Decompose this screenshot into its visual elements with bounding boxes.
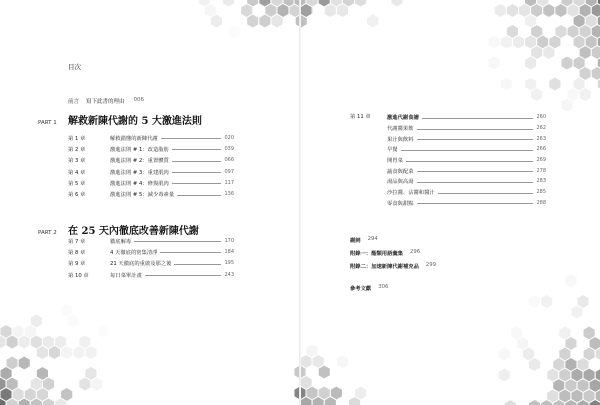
chapter-page: 184 — [224, 248, 234, 255]
chapter-number: 第 9 章 — [68, 261, 86, 268]
references-entry[interactable] — [350, 284, 388, 292]
leader-line — [401, 150, 534, 151]
hexagon-tile — [367, 14, 379, 28]
chapter-page: 243 — [224, 271, 234, 278]
references-page: 306 — [378, 284, 389, 290]
chapter-entry[interactable] — [68, 258, 234, 269]
back-matter-title: 附錄二：加速新陳代謝補充品 — [350, 264, 419, 270]
hexagon-tile — [61, 346, 73, 360]
hexagon-tile — [488, 56, 500, 70]
recipe-section-page: 288 — [536, 199, 546, 206]
chapter-number: 第 8 章 — [68, 249, 86, 256]
hexagon-tile — [529, 400, 541, 405]
hexagon-tile — [498, 347, 510, 361]
chapter-entry[interactable] — [68, 166, 234, 177]
chapter-title: 激進法則 # 5：減少毒素量 — [110, 192, 175, 199]
chapter-title: 解救錯懂的新陳代謝 — [110, 135, 158, 142]
part-1-chapter-list — [68, 132, 234, 200]
chapter-number: 第 4 章 — [68, 169, 86, 176]
chapter-page: 136 — [224, 191, 234, 198]
toc-heading: 目次 — [68, 63, 81, 71]
chapter-11-heading[interactable] — [350, 112, 371, 120]
preface-entry[interactable] — [68, 97, 144, 105]
hexagon-tile — [525, 56, 537, 70]
chapter-11-title: 激進代謝食譜 — [387, 115, 419, 122]
hexagon-tile — [18, 335, 30, 349]
leader-line — [417, 182, 534, 183]
part-1-label: PART 1 — [38, 120, 57, 126]
hexagon-tile — [73, 346, 85, 360]
recipe-section-title: 蔬食與配菜 — [387, 168, 414, 175]
recipe-section-title: 零食與甜點 — [387, 200, 414, 207]
part-2-label: PART 2 — [38, 230, 57, 236]
preface-label: 前言 — [68, 99, 80, 105]
chapter-title: 每日菜單計畫 — [110, 272, 142, 279]
appendix-2-entry[interactable] — [350, 262, 436, 270]
chapter-number: 第 1 章 — [68, 135, 86, 142]
recipe-section-page: 262 — [536, 125, 546, 132]
leader-line — [145, 275, 222, 276]
hexagon-tile — [555, 4, 567, 18]
chapter-number: 第 2 章 — [68, 146, 86, 153]
chapter-entry[interactable] — [68, 155, 234, 166]
chapter-number: 第 3 章 — [68, 158, 86, 165]
hexagon-tile — [561, 56, 573, 70]
recipe-section-title: 湯品與高湯 — [387, 179, 414, 186]
chapter-11-page: 260 — [536, 114, 546, 121]
back-matter-title: 謝詞 — [350, 238, 361, 244]
back-matter-page: 299 — [425, 262, 436, 268]
hexagon-tile — [529, 295, 541, 309]
appendix-1-entry[interactable] — [350, 249, 420, 257]
chapter-title: 激進法則 # 1：改造脂肪 — [110, 146, 169, 153]
leader-line — [406, 161, 534, 162]
hexagon-tile — [498, 368, 510, 382]
recipe-section-list — [387, 112, 546, 208]
hexagon-tile — [222, 0, 234, 7]
hexagon-tile — [543, 4, 555, 18]
hexagon-tile — [210, 14, 222, 28]
chapter-page: 117 — [224, 179, 234, 186]
hexagon-tile — [500, 35, 512, 49]
recipe-section-page: 269 — [536, 157, 546, 164]
hexagon-tile — [300, 4, 312, 18]
chapter-page: 195 — [224, 260, 234, 267]
hexagon-tile — [79, 377, 91, 391]
chapter-page: 170 — [224, 237, 234, 244]
hexagon-tile — [91, 377, 103, 391]
chapter-entry[interactable] — [68, 188, 234, 199]
recipe-section-page: 278 — [536, 167, 546, 174]
hexagon-tile — [561, 98, 573, 112]
recipe-section-entry[interactable] — [387, 176, 546, 187]
hexagon-tile — [512, 35, 524, 49]
chapter-entry[interactable] — [68, 177, 234, 188]
hexagon-tile — [324, 4, 336, 18]
hexagon-tile — [549, 77, 561, 91]
hexagon-tile — [506, 4, 518, 18]
recipe-section-entry[interactable] — [387, 187, 546, 198]
hexagon-tile — [591, 67, 600, 81]
chapter-entry[interactable] — [68, 246, 234, 257]
recipe-section-page: 285 — [536, 189, 546, 196]
hexagon-tile — [247, 14, 259, 28]
leader-line — [177, 195, 221, 196]
leader-line — [417, 139, 534, 140]
recipe-section-entry[interactable] — [387, 133, 546, 144]
chapter-title: 4 天徹底的密集清淨 — [110, 249, 158, 256]
hexagon-tile — [531, 88, 543, 102]
hexagon-tile — [565, 274, 577, 288]
page-gutter — [299, 0, 301, 405]
back-matter-page: 296 — [409, 249, 421, 255]
preface-page: 006 — [133, 97, 145, 103]
leader-line — [417, 171, 534, 172]
chapter-number: 第 6 章 — [68, 192, 86, 199]
recipe-section-title: 代謝醬果飲 — [387, 126, 414, 133]
chapter-page: 039 — [224, 145, 234, 152]
hexagon-tile — [488, 35, 500, 49]
hexagon-tile — [336, 355, 348, 369]
hexagon-tile — [97, 325, 109, 339]
hexagon-tile — [318, 365, 330, 379]
hexagon-tile — [336, 4, 348, 18]
chapter-title: 21 天徹底的重啟及那之後 — [110, 261, 172, 268]
chapter-title: 激進法則 # 2：重置體質 — [110, 158, 169, 165]
chapter-11-label: 第 11 章 — [350, 114, 371, 120]
hexagon-tile — [271, 14, 283, 28]
recipe-section-title: 早餐 — [387, 147, 398, 154]
leader-line — [438, 193, 534, 194]
leader-line — [417, 129, 534, 130]
part-1-heading[interactable] — [38, 112, 202, 127]
recipe-section-entry[interactable] — [387, 144, 546, 155]
chapter-entry[interactable] — [68, 143, 234, 154]
recipe-section-entry[interactable] — [387, 123, 546, 134]
hexagon-tile — [494, 4, 506, 18]
acknowledgements-entry[interactable] — [350, 236, 378, 244]
recipe-section-page: 283 — [536, 178, 546, 185]
hexagon-tile — [541, 295, 553, 309]
hexagon-tile — [391, 0, 403, 7]
chapter-number: 第 5 章 — [68, 180, 86, 187]
recipe-section-entry[interactable] — [387, 165, 546, 176]
chapter-number: 第 10 章 — [68, 272, 89, 279]
leader-line — [172, 183, 222, 184]
leader-line — [161, 138, 222, 139]
hexagon-tile — [543, 46, 555, 60]
recipe-section-title: 沙拉醬、沾醬和醬汁 — [387, 190, 435, 197]
leader-line — [160, 252, 221, 253]
hexagon-tile — [229, 25, 241, 39]
hexagon-tile — [500, 77, 512, 91]
chapter-11-title-row[interactable] — [387, 112, 546, 123]
preface-title: 寫下此書的理由 — [86, 99, 125, 105]
hexagon-tile — [67, 314, 79, 328]
chapter-entry[interactable] — [68, 132, 234, 143]
chapter-entry[interactable] — [68, 235, 234, 246]
leader-line — [417, 203, 534, 204]
hexagon-tile — [85, 346, 97, 360]
recipe-section-title: 開胃菜 — [387, 158, 403, 165]
recipe-section-entry[interactable] — [387, 198, 546, 209]
hexagon-tile — [6, 335, 18, 349]
leader-line — [134, 241, 221, 242]
recipe-section-title: 果汁與飲料 — [387, 136, 414, 143]
hexagon-tile — [571, 305, 583, 319]
leader-line — [174, 264, 221, 265]
chapter-title: 激進法則 # 3：重建肌肉 — [110, 169, 169, 176]
references-title: 參考文獻 — [350, 286, 372, 292]
leader-line — [172, 172, 222, 173]
back-matter-page: 294 — [367, 236, 378, 242]
hexagon-tile — [504, 400, 516, 405]
part-2-chapter-list — [68, 235, 234, 280]
hexagon-tile — [49, 346, 61, 360]
leader-line — [422, 118, 534, 119]
chapter-title: 激進法則 # 4：修復肌肉 — [110, 180, 169, 187]
chapter-number: 第 7 章 — [68, 238, 86, 245]
hexagon-tile — [579, 88, 591, 102]
hexagon-tile — [259, 14, 271, 28]
chapter-title: 徹底解毒 — [110, 238, 132, 245]
leader-line — [172, 149, 222, 150]
chapter-page: 066 — [224, 157, 234, 164]
recipe-section-page: 266 — [536, 146, 546, 153]
chapter-page: 097 — [224, 168, 234, 175]
chapter-page: 020 — [224, 134, 234, 141]
part-1-title: 解救新陳代謝的 5 大激進法則 — [68, 116, 202, 127]
chapter-entry[interactable] — [68, 269, 234, 280]
back-matter-title: 附錄一：酯類用語彙集 — [350, 251, 403, 257]
hexagon-tile — [18, 356, 30, 370]
hexagon-tile — [36, 346, 48, 360]
hexagon-tile — [529, 358, 541, 372]
recipe-section-entry[interactable] — [387, 155, 546, 166]
recipe-section-page: 263 — [536, 135, 546, 142]
hexagon-tile — [355, 0, 367, 7]
leader-line — [172, 161, 222, 162]
part-2-title: 在 25 天內徹底改善新陳代謝 — [68, 226, 199, 237]
